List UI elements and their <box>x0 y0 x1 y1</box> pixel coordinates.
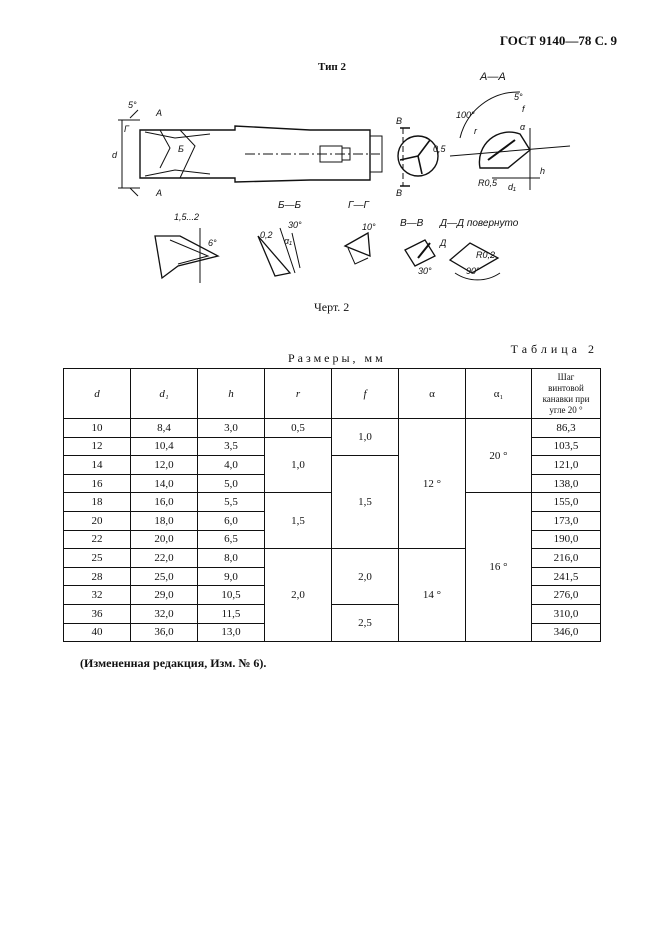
cell-h: 11,5 <box>198 604 265 623</box>
cell-d: 25 <box>64 549 131 568</box>
label-d: d <box>112 150 118 160</box>
cell-pitch: 241,5 <box>532 567 601 586</box>
cell-h: 9,0 <box>198 567 265 586</box>
label-r02: R0,2 <box>476 250 496 260</box>
cell-pitch: 155,0 <box>532 493 601 512</box>
label-g: Г <box>124 124 129 134</box>
cell-alpha: 14 ° <box>399 549 466 642</box>
label-v-bottom: В <box>396 188 403 198</box>
cell-pitch: 190,0 <box>532 530 601 549</box>
cell-h: 13,0 <box>198 623 265 642</box>
label-1-5-2: 1,5...2 <box>174 212 200 222</box>
section-aa <box>450 92 570 190</box>
header-alpha1: α₁ <box>466 369 532 419</box>
cell-pitch: 173,0 <box>532 511 601 530</box>
label-r: r <box>474 126 477 136</box>
cell-pitch: 103,5 <box>532 437 601 456</box>
label-dl: Д <box>440 238 447 248</box>
side-view <box>118 110 382 196</box>
label-a-bottom: А <box>156 188 163 198</box>
header-f: f <box>332 369 399 419</box>
cell-d1: 36,0 <box>131 623 198 642</box>
header-d1: d₁ <box>131 369 198 419</box>
revision-note: (Измененная редакция, Изм. № 6). <box>80 656 267 670</box>
cell-d1: 20,0 <box>131 530 198 549</box>
label-section-vv: В—В <box>400 218 424 229</box>
cell-d1: 22,0 <box>131 549 198 568</box>
cell-pitch: 310,0 <box>532 604 601 623</box>
cell-h: 10,5 <box>198 586 265 605</box>
label-f: f <box>522 104 525 114</box>
header-pitch-line4: угле 20 ° <box>549 404 583 415</box>
cell-d: 40 <box>64 623 131 642</box>
label-v-top: В <box>396 116 403 126</box>
header-r: r <box>265 369 332 419</box>
cell-h: 5,0 <box>198 474 265 493</box>
label-section-gg: Г—Г <box>348 200 369 211</box>
cell-d: 20 <box>64 511 131 530</box>
cell-d1: 25,0 <box>131 567 198 586</box>
cell-d1: 14,0 <box>131 474 198 493</box>
cell-d1: 10,4 <box>131 437 198 456</box>
label-b: Б <box>178 144 184 154</box>
cell-h: 3,5 <box>198 437 265 456</box>
cell-f: 1,0 <box>332 419 399 456</box>
label-r05: R0,5 <box>478 178 498 188</box>
cell-d: 12 <box>64 437 131 456</box>
header-d: d <box>64 369 131 419</box>
cell-d1: 8,4 <box>131 419 198 438</box>
cell-d: 18 <box>64 493 131 512</box>
label-10-deg: 10° <box>362 222 376 232</box>
label-100-deg: 100° <box>456 110 475 120</box>
label-90-deg: 90° <box>466 266 480 276</box>
cell-d: 10 <box>64 419 131 438</box>
cell-d1: 16,0 <box>131 493 198 512</box>
cell-alpha: 12 ° <box>399 419 466 549</box>
cell-f: 2,0 <box>332 549 399 605</box>
header-pitch-line2: винтовой <box>548 382 584 393</box>
technical-drawing <box>100 68 600 293</box>
label-a-top: А <box>156 108 163 118</box>
units-label: Размеры, мм <box>288 351 386 365</box>
cell-d: 16 <box>64 474 131 493</box>
label-d1: d₁ <box>508 182 516 192</box>
cell-d: 32 <box>64 586 131 605</box>
label-section-dd: Д—Д повернуто <box>440 218 519 229</box>
header-alpha: α <box>399 369 466 419</box>
page-header: ГОСТ 9140—78 С. 9 <box>499 33 617 48</box>
label-05: 0,5 <box>433 144 446 154</box>
cell-d1: 12,0 <box>131 456 198 475</box>
label-section-bb: Б—Б <box>278 200 302 211</box>
cell-h: 6,5 <box>198 530 265 549</box>
cell-r: 2,0 <box>265 549 332 642</box>
cell-h: 8,0 <box>198 549 265 568</box>
type-label: Тип 2 <box>318 61 346 73</box>
label-6-deg: 6° <box>208 238 217 248</box>
cell-alpha1: 16 ° <box>466 493 532 642</box>
label-alpha1: α₁ <box>284 236 292 246</box>
table-label: Таблица 2 <box>510 342 598 356</box>
cell-d: 14 <box>64 456 131 475</box>
cell-h: 6,0 <box>198 511 265 530</box>
cell-pitch: 121,0 <box>532 456 601 475</box>
label-5-deg: 5° <box>128 100 137 110</box>
cell-d1: 32,0 <box>131 604 198 623</box>
label-30-deg-v: 30° <box>418 266 432 276</box>
cell-f: 1,5 <box>332 456 399 549</box>
label-30-deg-b: 30° <box>288 220 302 230</box>
cell-d: 28 <box>64 567 131 586</box>
table-row <box>64 419 601 438</box>
cell-pitch: 86,3 <box>532 419 601 438</box>
cell-d: 22 <box>64 530 131 549</box>
cell-r: 1,0 <box>265 437 332 493</box>
cell-h: 3,0 <box>198 419 265 438</box>
header-pitch-line3: канавки при <box>542 393 590 404</box>
cell-d1: 18,0 <box>131 511 198 530</box>
cell-d: 36 <box>64 604 131 623</box>
lower-sections <box>155 228 500 283</box>
table-header-row <box>64 369 601 419</box>
cell-r: 0,5 <box>265 419 332 438</box>
label-h: h <box>540 166 546 176</box>
header-pitch-line1: Шаг <box>557 371 575 382</box>
label-02: 0,2 <box>260 230 273 240</box>
label-section-aa: А—А <box>480 71 506 83</box>
cell-f: 2,5 <box>332 604 399 641</box>
header-h: h <box>198 369 265 419</box>
label-alpha: α <box>520 122 526 132</box>
cell-alpha1: 20 ° <box>466 419 532 493</box>
cell-r: 1,5 <box>265 493 332 549</box>
drawing-caption: Черт. 2 <box>314 300 350 314</box>
cell-pitch: 346,0 <box>532 623 601 642</box>
cell-pitch: 276,0 <box>532 586 601 605</box>
cell-h: 5,5 <box>198 493 265 512</box>
cell-d1: 29,0 <box>131 586 198 605</box>
cell-pitch: 138,0 <box>532 474 601 493</box>
cell-h: 4,0 <box>198 456 265 475</box>
end-view <box>398 128 438 186</box>
cell-pitch: 216,0 <box>532 549 601 568</box>
label-5-deg-aa: 5° <box>514 92 523 102</box>
header-pitch <box>532 369 601 419</box>
dimensions-table <box>63 368 601 642</box>
